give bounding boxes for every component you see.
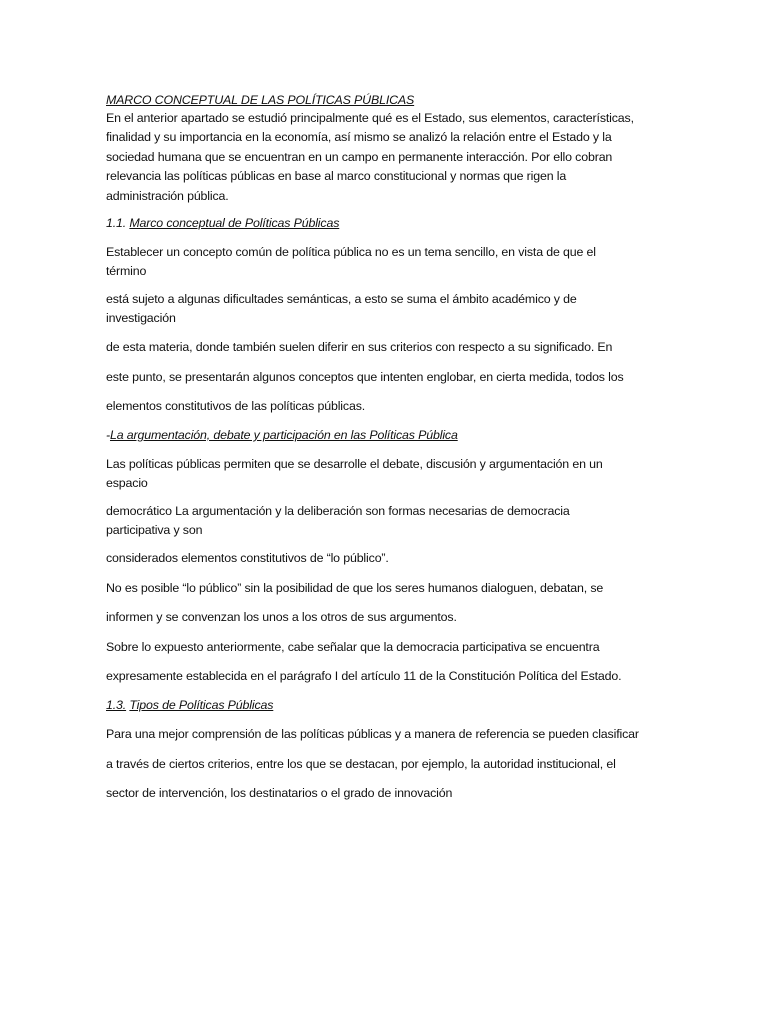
paragraph-line: término — [106, 264, 147, 278]
section-prefix: - — [106, 428, 110, 442]
paragraph-line: considerados elementos constitutivos de “lo público”. — [106, 551, 389, 565]
section-title: Marco conceptual de Políticas Públicas — [129, 216, 340, 230]
paragraph-line: a través de ciertos criterios, entre los que se destacan, por ejemplo, la autoridad institucional, el — [106, 757, 616, 771]
paragraph-line: democrático La argumentación y la deliberación son formas necesarias de democracia — [106, 504, 570, 518]
section-title: La argumentación, debate y participación en las Políticas Pública — [109, 428, 458, 442]
section-number: 1.1. — [106, 216, 127, 230]
paragraph-line: elementos constitutivos de las políticas públicas. — [106, 399, 366, 413]
section-heading-1-3 — [106, 697, 273, 713]
paragraph-line: este punto, se presentarán algunos conceptos que intenten englobar, en cierta medida, todos los — [106, 370, 624, 384]
paragraph-line: de esta materia, donde también suelen diferir en sus criterios con respecto a su significado. En — [106, 340, 613, 354]
section-heading-argumentacion — [106, 427, 458, 443]
paragraph-line: Para una mejor comprensión de las políticas públicas y a manera de referencia se pueden clasificar — [106, 727, 639, 741]
paragraph-line: Sobre lo expuesto anteriormente, cabe señalar que la democracia participativa se encuentra — [106, 640, 600, 654]
section-heading-1-1 — [106, 215, 339, 231]
paragraph-line: expresamente establecida en el parágrafo I del artículo 11 de la Constitución Política del Estado. — [106, 669, 622, 683]
paragraph-line: informen y se convenzan los unos a los otros de sus argumentos. — [106, 610, 457, 624]
paragraph-line: Las políticas públicas permiten que se desarrolle el debate, discusión y argumentación en un — [106, 457, 603, 471]
paragraph-line: Establecer un concepto común de política pública no es un tema sencillo, en vista de que el — [106, 245, 596, 259]
paragraph-line: sector de intervención, los destinatarios o el grado de innovación — [106, 786, 453, 800]
intro-line: En el anterior apartado se estudió principalmente qué es el Estado, sus elementos, características, — [106, 111, 634, 125]
paragraph-line: participativa y son — [106, 523, 203, 537]
intro-line: sociedad humana que se encuentran en un campo en permanente interacción. Por ello cobran — [106, 150, 613, 164]
paragraph-line: No es posible “lo público” sin la posibilidad de que los seres humanos dialoguen, debatan, se — [106, 581, 604, 595]
paragraph-line: investigación — [106, 311, 176, 325]
document-title: MARCO CONCEPTUAL DE LAS POLÍTICAS PÚBLICAS — [106, 93, 415, 107]
section-title: Tipos de Políticas Públicas — [129, 698, 274, 712]
paragraph-line: espacio — [106, 476, 148, 490]
intro-line: relevancia las políticas públicas en base al marco constitucional y normas que rigen la — [106, 169, 567, 183]
intro-line: administración pública. — [106, 189, 229, 203]
intro-line: finalidad y su importancia en la economía, así mismo se analizó la relación entre el Estado y la — [106, 130, 612, 144]
paragraph-line: está sujeto a algunas dificultades semánticas, a esto se suma el ámbito académico y de — [106, 292, 577, 306]
section-number: 1.3. — [106, 698, 127, 712]
